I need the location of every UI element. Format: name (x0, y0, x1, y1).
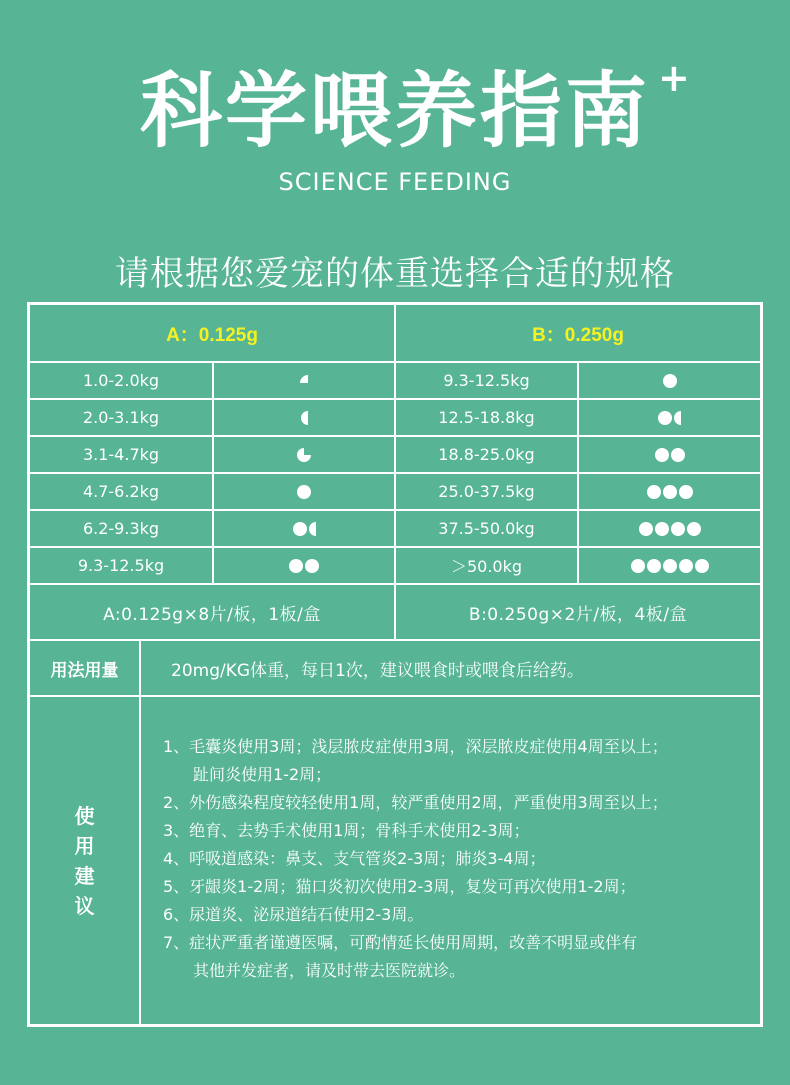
plus-mark: + (658, 56, 690, 100)
advice-list (163, 733, 668, 985)
instruction-text: 请根据您爱宠的体重选择合适的规格 (115, 254, 675, 294)
advice-label-char: 使 (74, 803, 95, 828)
advice-item: 5、牙龈炎1-2周；猫口炎初次使用2-3周，复发可再次使用1-2周； (163, 877, 636, 896)
five-tablets-icon (631, 559, 709, 573)
weight-b-4: 25.0-37.5kg (396, 474, 579, 511)
dosage-table (27, 302, 763, 1027)
two-tablets-icon (655, 448, 685, 462)
weight-a-1: 1.0-2.0kg (30, 363, 214, 400)
weight-b-5: 37.5-50.0kg (396, 511, 579, 548)
weight-b-6: ＞50.0kg (396, 548, 579, 585)
one-and-half-tablet-icon (658, 411, 681, 425)
advice-label-char: 用 (74, 833, 95, 858)
advice-label-char: 议 (74, 893, 95, 918)
one-and-half-tablet-icon (293, 522, 316, 536)
weight-b-3: 18.8-25.0kg (396, 437, 579, 474)
dose-a-5 (214, 511, 396, 548)
one-tablet-icon (297, 485, 311, 499)
weight-a-4: 4.7-6.2kg (30, 474, 214, 511)
weight-a-3: 3.1-4.7kg (30, 437, 214, 474)
advice-item: 趾间炎使用1-2周； (193, 765, 332, 784)
page-subtitle: SCIENCE FEEDING (278, 168, 512, 196)
advice-content (141, 697, 760, 1024)
advice-label-char: 建 (74, 863, 95, 888)
page-title: 科学喂养指南 (139, 64, 650, 159)
weight-a-2: 2.0-3.1kg (30, 400, 214, 437)
three-tablets-icon (647, 485, 693, 499)
dosage-text: 20mg/KG体重，每日1次，建议喂食时或喂食后给药。 (141, 641, 760, 697)
spec-a-header: A：0.125g (30, 305, 396, 363)
spec-b-header: B：0.250g (396, 305, 760, 363)
dose-b-4 (579, 474, 760, 511)
advice-item: 7、症状严重者谨遵医嘱，可酌情延长使用周期，改善不明显或伴有 (163, 933, 638, 952)
weight-b-1: 9.3-12.5kg (396, 363, 579, 400)
dosage-label: 用法用量 (30, 641, 141, 697)
three-quarter-tablet-icon (297, 448, 311, 462)
dose-a-3 (214, 437, 396, 474)
eighth-tablet-icon (300, 379, 308, 383)
advice-item: 其他并发症者，请及时带去医院就诊。 (193, 961, 466, 980)
weight-a-5: 6.2-9.3kg (30, 511, 214, 548)
dose-b-3 (579, 437, 760, 474)
advice-item: 3、绝育、去势手术使用1周；骨科手术使用2-3周； (163, 821, 530, 840)
advice-item: 2、外伤感染程度较轻使用1周，较严重使用2周，严重使用3周至以上； (163, 793, 668, 812)
dose-a-4 (214, 474, 396, 511)
dose-a-6 (214, 548, 396, 585)
two-tablets-icon (289, 559, 319, 573)
half-tablet-icon (301, 411, 308, 425)
dose-a-1 (214, 363, 396, 400)
advice-item: 6、尿道炎、泌尿道结石使用2-3周。 (163, 905, 424, 924)
spec-a-package: A:0.125g×8片/板，1板/盒 (30, 585, 396, 641)
one-tablet-icon (663, 374, 677, 388)
dose-a-2 (214, 400, 396, 437)
four-tablets-icon (639, 522, 701, 536)
spec-b-package: B:0.250g×2片/板，4板/盒 (396, 585, 760, 641)
weight-b-2: 12.5-18.8kg (396, 400, 579, 437)
dose-b-2 (579, 400, 760, 437)
dose-b-1 (579, 363, 760, 400)
advice-item: 4、呼吸道感染：鼻支、支气管炎2-3周；肺炎3-4周； (163, 849, 546, 868)
weight-a-6: 9.3-12.5kg (30, 548, 214, 585)
advice-item: 1、毛囊炎使用3周；浅层脓皮症使用3周，深层脓皮症使用4周至以上； (163, 737, 668, 756)
advice-label (30, 697, 141, 1024)
dose-b-5 (579, 511, 760, 548)
dose-b-6 (579, 548, 760, 585)
